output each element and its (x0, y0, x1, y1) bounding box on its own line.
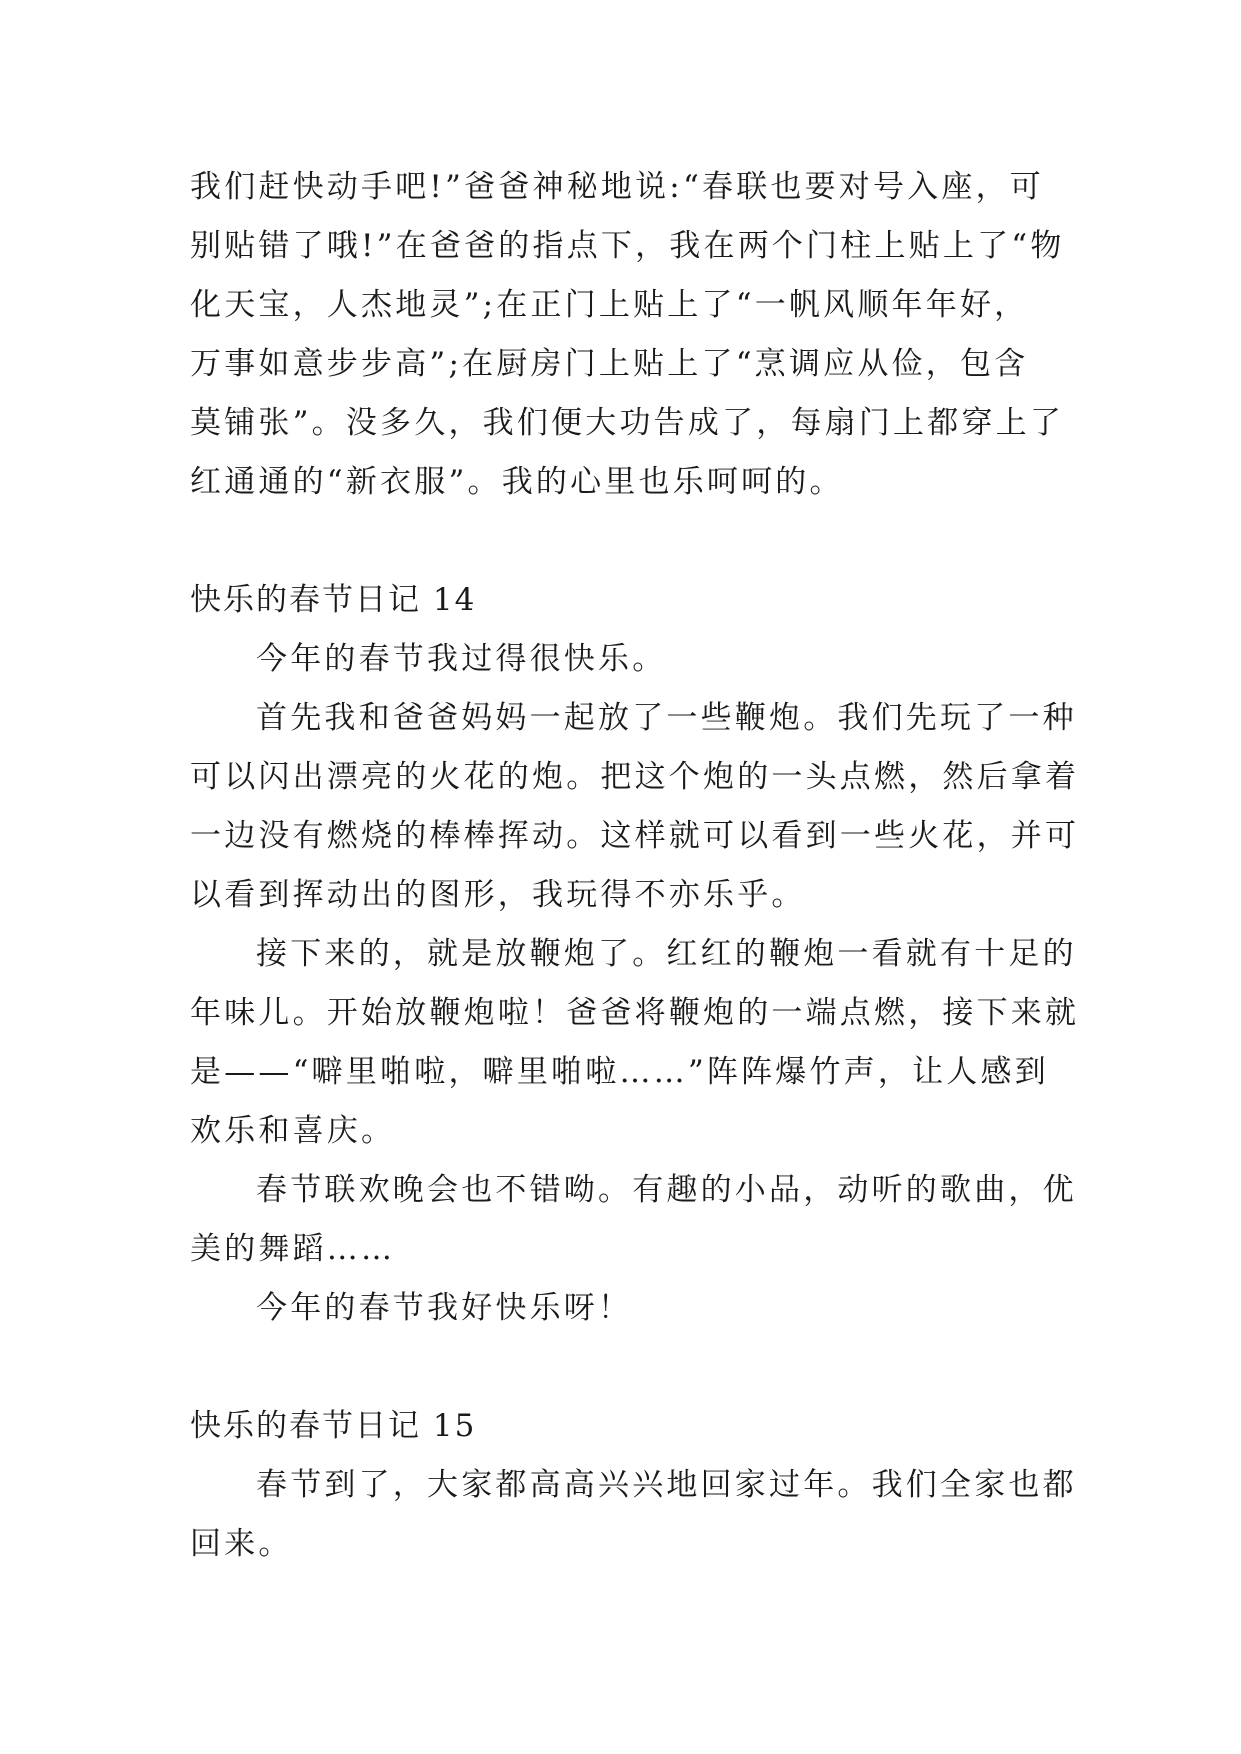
paragraph-line: 今年的春节我过得很快乐。 (256, 641, 667, 677)
paragraph-line: 春节到了，大家都高高兴兴地回家过年。我们全家也都 (256, 1467, 1077, 1503)
section-title: 快乐的春节日记 14 (190, 582, 477, 618)
paragraph-line: 美的舞蹈…… (190, 1231, 396, 1267)
document-body (190, 158, 1080, 1574)
paragraph-line: 红通通的“新衣服”。我的心里也乐呵呵的。 (190, 464, 844, 500)
paragraph-line: 莫铺张”。没多久，我们便大功告成了，每扇门上都穿上了 (190, 405, 1065, 441)
paragraph-line: 首先我和爸爸妈妈一起放了一些鞭炮。我们先玩了一种 (256, 700, 1077, 736)
paragraph-line: 春节联欢晚会也不错呦。有趣的小品，动听的歌曲，优 (256, 1172, 1077, 1208)
paragraph-line: 别贴错了哦!”在爸爸的指点下，我在两个门柱上贴上了“物 (190, 228, 1065, 264)
paragraph-line: 以看到挥动出的图形，我玩得不亦乐乎。 (190, 877, 806, 913)
paragraph-line: 化天宝，人杰地灵”;在正门上贴上了“一帆风顺年年好， (190, 287, 1029, 323)
paragraph-line: 是——“噼里啪啦，噼里啪啦……”阵阵爆竹声，让人感到 (190, 1054, 1049, 1090)
paragraph-line: 我们赶快动手吧!”爸爸神秘地说:“春联也要对号入座，可 (190, 169, 1044, 205)
section-spacer (190, 1338, 1058, 1397)
paragraph-line: 万事如意步步高”;在厨房门上贴上了“烹调应从俭，包含 (190, 346, 1029, 382)
paragraph-line: 今年的春节我好快乐呀！ (256, 1290, 633, 1326)
paragraph-line: 接下来的，就是放鞭炮了。红红的鞭炮一看就有十足的 (256, 936, 1077, 972)
paragraph-line: 一边没有燃烧的棒棒挥动。这样就可以看到一些火花，并可 (190, 818, 1080, 854)
paragraph-line: 欢乐和喜庆。 (190, 1113, 396, 1149)
section-spacer (190, 512, 1058, 571)
section-title: 快乐的春节日记 15 (190, 1408, 477, 1444)
paragraph-line: 年味儿。开始放鞭炮啦！爸爸将鞭炮的一端点燃，接下来就 (190, 995, 1080, 1031)
paragraph-line: 可以闪出漂亮的火花的炮。把这个炮的一头点燃，然后拿着 (190, 759, 1080, 795)
paragraph-line: 回来。 (190, 1526, 293, 1562)
